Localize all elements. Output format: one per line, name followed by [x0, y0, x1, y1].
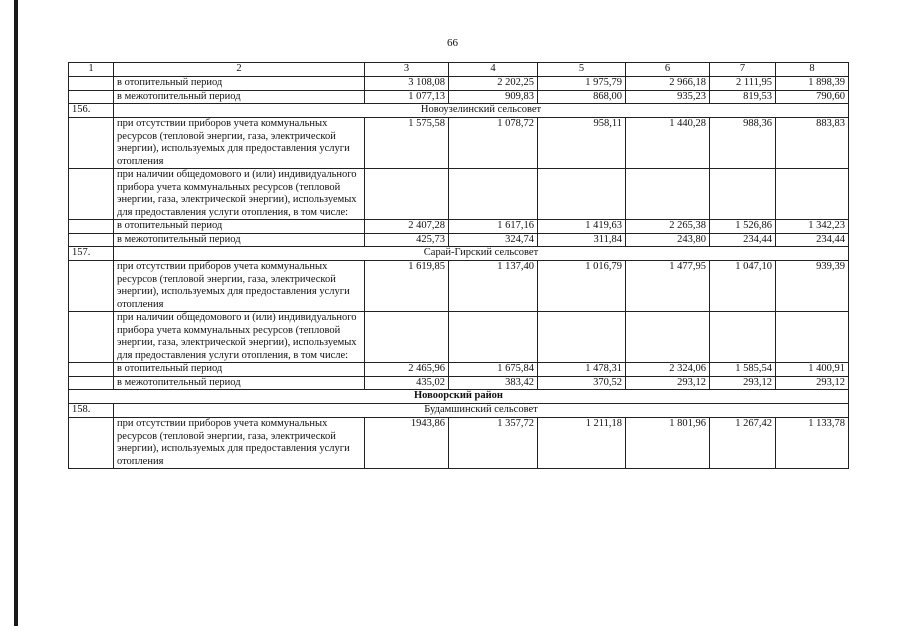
value-cell: 3 108,08 [365, 77, 449, 91]
table-row [69, 118, 849, 169]
column-header-row [69, 63, 849, 77]
value-cell: 883,83 [776, 118, 849, 169]
value-cell: 2 407,28 [365, 220, 449, 234]
value-cell: 2 202,25 [449, 77, 538, 91]
value-cell: 293,12 [626, 376, 710, 390]
value-cell: 935,23 [626, 90, 710, 104]
value-cell: 425,73 [365, 233, 449, 247]
table-row [69, 261, 849, 312]
value-cell: 2 111,95 [710, 77, 776, 91]
row-label: при отсутствии приборов учета коммунальных ресурсов (тепловой энергии, газа, электрической энергии), используемых для предоставления услуги отопления [114, 118, 365, 169]
row-index [69, 376, 114, 390]
value-cell: 1 526,86 [710, 220, 776, 234]
value-cell [365, 169, 449, 220]
section-title: Новоузелинский сельсовет [114, 104, 849, 118]
column-header: 4 [449, 63, 538, 77]
row-label: при отсутствии приборов учета коммунальных ресурсов (тепловой энергии, газа, электрической энергии), используемых для предоставления услуги отопления [114, 261, 365, 312]
table-row [69, 169, 849, 220]
value-cell: 2 265,38 [626, 220, 710, 234]
value-cell: 1 357,72 [449, 418, 538, 469]
value-cell: 790,60 [776, 90, 849, 104]
row-index [69, 233, 114, 247]
row-label: при наличии общедомового и (или) индивидуального прибора учета коммунальных ресурсов (тепловой энергии, газа, электрической энергии), используемых для предоставления услуги отопления, в том числе: [114, 169, 365, 220]
row-index [69, 261, 114, 312]
value-cell: 2 966,18 [626, 77, 710, 91]
table-row [69, 376, 849, 390]
value-cell: 1 478,31 [538, 363, 626, 377]
value-cell: 1 016,79 [538, 261, 626, 312]
column-header: 7 [710, 63, 776, 77]
value-cell: 868,00 [538, 90, 626, 104]
table-row [69, 220, 849, 234]
value-cell [626, 312, 710, 363]
column-header: 8 [776, 63, 849, 77]
value-cell: 1 133,78 [776, 418, 849, 469]
value-cell: 1 575,58 [365, 118, 449, 169]
value-cell: 1 898,39 [776, 77, 849, 91]
table-row [69, 312, 849, 363]
value-cell: 293,12 [710, 376, 776, 390]
value-cell: 1 400,91 [776, 363, 849, 377]
column-header: 1 [69, 63, 114, 77]
value-cell: 293,12 [776, 376, 849, 390]
value-cell: 1 419,63 [538, 220, 626, 234]
row-label: в отопительный период [114, 77, 365, 91]
value-cell: 311,84 [538, 233, 626, 247]
tariff-table [68, 62, 849, 469]
row-index [69, 220, 114, 234]
value-cell: 1 078,72 [449, 118, 538, 169]
value-cell: 435,02 [365, 376, 449, 390]
table-row [69, 233, 849, 247]
value-cell: 1943,86 [365, 418, 449, 469]
value-cell: 1 585,54 [710, 363, 776, 377]
value-cell: 1 137,40 [449, 261, 538, 312]
row-index [69, 90, 114, 104]
column-header: 3 [365, 63, 449, 77]
section-index: 157. [69, 247, 114, 261]
section-row [69, 104, 849, 118]
row-label: в межотопительный период [114, 376, 365, 390]
row-label: в отопительный период [114, 220, 365, 234]
value-cell: 383,42 [449, 376, 538, 390]
row-label: в межотопительный период [114, 90, 365, 104]
column-header: 6 [626, 63, 710, 77]
section-title: Сарай-Гирский сельсовет [114, 247, 849, 261]
value-cell: 958,11 [538, 118, 626, 169]
value-cell: 988,36 [710, 118, 776, 169]
value-cell [538, 312, 626, 363]
value-cell: 1 619,85 [365, 261, 449, 312]
section-index: 156. [69, 104, 114, 118]
value-cell: 1 675,84 [449, 363, 538, 377]
district-title: Новоорский район [69, 390, 849, 404]
value-cell: 939,39 [776, 261, 849, 312]
value-cell [538, 169, 626, 220]
section-row [69, 404, 849, 418]
district-row [69, 390, 849, 404]
value-cell [365, 312, 449, 363]
value-cell: 819,53 [710, 90, 776, 104]
value-cell: 234,44 [776, 233, 849, 247]
value-cell: 909,83 [449, 90, 538, 104]
value-cell: 1 975,79 [538, 77, 626, 91]
value-cell: 1 342,23 [776, 220, 849, 234]
value-cell: 234,44 [710, 233, 776, 247]
value-cell: 1 211,18 [538, 418, 626, 469]
value-cell [710, 312, 776, 363]
value-cell: 324,74 [449, 233, 538, 247]
value-cell [449, 312, 538, 363]
section-index: 158. [69, 404, 114, 418]
row-label: в отопительный период [114, 363, 365, 377]
value-cell: 1 267,42 [710, 418, 776, 469]
value-cell: 1 801,96 [626, 418, 710, 469]
row-index [69, 418, 114, 469]
row-index [69, 169, 114, 220]
value-cell: 1 077,13 [365, 90, 449, 104]
column-header: 5 [538, 63, 626, 77]
scan-edge-line [14, 0, 18, 626]
value-cell: 2 465,96 [365, 363, 449, 377]
value-cell [776, 312, 849, 363]
row-index [69, 77, 114, 91]
row-label: при наличии общедомового и (или) индивидуального прибора учета коммунальных ресурсов (тепловой энергии, газа, электрической энергии), используемых для предоставления услуги отопления, в том числе: [114, 312, 365, 363]
row-index [69, 363, 114, 377]
page-number: 66 [447, 37, 458, 49]
value-cell [626, 169, 710, 220]
row-index [69, 312, 114, 363]
column-header: 2 [114, 63, 365, 77]
row-index [69, 118, 114, 169]
value-cell: 2 324,06 [626, 363, 710, 377]
value-cell [776, 169, 849, 220]
section-title: Будамшинский сельсовет [114, 404, 849, 418]
table-row [69, 90, 849, 104]
value-cell: 370,52 [538, 376, 626, 390]
section-row [69, 247, 849, 261]
value-cell [710, 169, 776, 220]
row-label: при отсутствии приборов учета коммунальных ресурсов (тепловой энергии, газа, электрической энергии), используемых для предоставления услуги отопления [114, 418, 365, 469]
table-row [69, 77, 849, 91]
value-cell [449, 169, 538, 220]
value-cell: 1 440,28 [626, 118, 710, 169]
table-row [69, 363, 849, 377]
value-cell: 1 047,10 [710, 261, 776, 312]
value-cell: 1 477,95 [626, 261, 710, 312]
table-row [69, 418, 849, 469]
value-cell: 243,80 [626, 233, 710, 247]
value-cell: 1 617,16 [449, 220, 538, 234]
row-label: в межотопительный период [114, 233, 365, 247]
